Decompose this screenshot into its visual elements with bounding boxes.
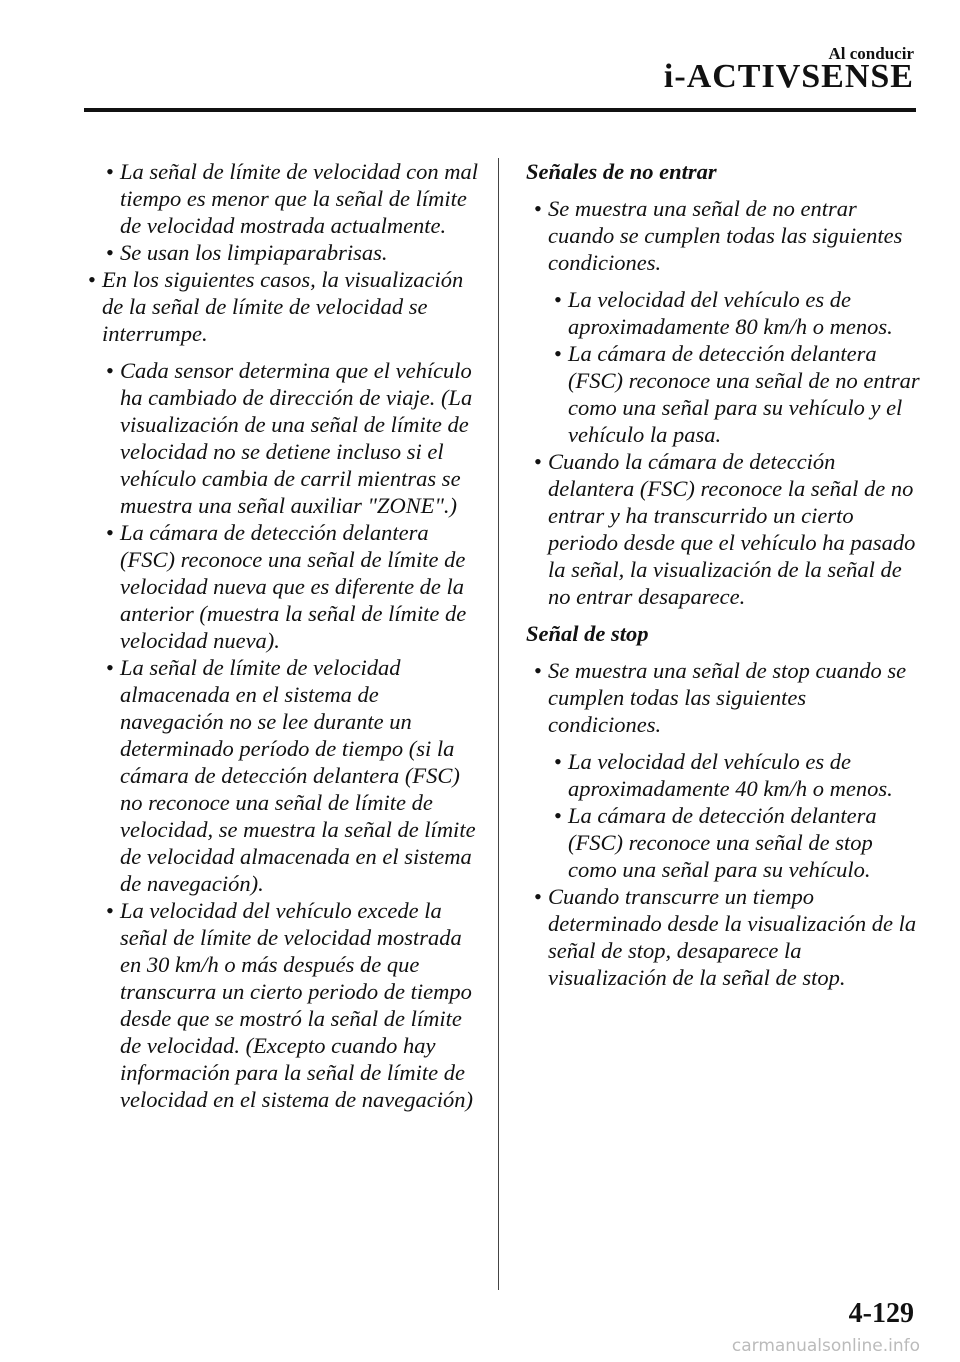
bullet-icon: • [554, 287, 562, 312]
list-item-text: Cada sensor determina que el vehículo ha cambiado de dirección de viaje. (La visualización de una señal de límite de velocidad no se detiene incluso si el vehículo cambia de carril mientras se muestra una señal auxiliar "ZONE".) [120, 358, 473, 518]
header-section-label: Al conducir [828, 44, 914, 63]
left-column [80, 158, 480, 1113]
list-item [554, 802, 920, 883]
bullet-icon: • [106, 898, 114, 923]
bullet-icon: • [554, 803, 562, 828]
list-item [106, 519, 480, 654]
list-item [554, 286, 920, 340]
bullet-icon: • [534, 196, 542, 221]
bullet-icon: • [106, 159, 114, 184]
page-title: i-ACTIVSENSE [663, 58, 914, 95]
bullet-icon: • [106, 520, 114, 545]
list-item-text: La velocidad del vehículo excede la señal de límite de velocidad mostrada en 30 km/h o más después de que transcurra un cierto periodo de tiempo desde que se mostró la señal de límite de velocidad. (Excepto cuando hay información para la señal de límite de velocidad en el sistema de navegación) [120, 898, 474, 1112]
list-item-text: La velocidad del vehículo es de aproximadamente 40 km/h o menos. [568, 749, 893, 801]
list-item-text: Se muestra una señal de no entrar cuando se cumplen todas las siguientes condiciones. [548, 196, 903, 275]
bullet-icon: • [534, 884, 542, 909]
list-item-text: La señal de límite de velocidad almacenada en el sistema de navegación no se lee durante un determinado período de tiempo (si la cámara de detección delantera (FSC) no reconoce una señal de límite de velocidad, se muestra la señal de límite de velocidad almacenada en el sistema de navegación). [120, 655, 476, 896]
bullet-icon: • [554, 341, 562, 366]
list-item-text: La cámara de detección delantera (FSC) reconoce una señal de stop como una señal para su vehículo. [568, 803, 877, 882]
list-item [534, 657, 920, 738]
section-heading-no-entry: Señales de no entrar [526, 159, 717, 184]
list-item [554, 748, 920, 802]
list-item-text: La señal de límite de velocidad con mal tiempo es menor que la señal de límite de velocidad mostrada actualmente. [120, 159, 479, 238]
list-item [106, 654, 480, 897]
list-item-text: Se usan los limpiaparabrisas. [120, 240, 388, 265]
bullet-icon: • [88, 267, 96, 292]
section-heading-stop: Señal de stop [526, 621, 649, 646]
list-item [534, 195, 920, 276]
list-item [554, 340, 920, 448]
right-column [520, 158, 920, 991]
page-number: 4-129 [848, 1298, 914, 1329]
list-item-text: Se muestra una señal de stop cuando se cumplen todas las siguientes condiciones. [548, 658, 907, 737]
list-item [88, 266, 480, 347]
bullet-icon: • [534, 658, 542, 683]
list-item-text: La cámara de detección delantera (FSC) reconoce una señal de no entrar como una señal para su vehículo y el vehículo la pasa. [568, 341, 920, 447]
list-item-text: Cuando transcurre un tiempo determinado desde la visualización de la señal de stop, desaparece la visualización de la señal de stop. [548, 884, 917, 990]
watermark: carmanualsonline.info [731, 1336, 920, 1356]
list-item [106, 239, 480, 266]
bullet-icon: • [106, 240, 114, 265]
list-item [106, 357, 480, 519]
list-item [534, 883, 920, 991]
list-item-text: La cámara de detección delantera (FSC) reconoce una señal de límite de velocidad nueva que es diferente de la anterior (muestra la señal de límite de velocidad nueva). [120, 520, 467, 653]
list-item [534, 448, 920, 610]
bullet-icon: • [106, 358, 114, 383]
bullet-icon: • [106, 655, 114, 680]
list-item-text: Cuando la cámara de detección delantera (FSC) reconoce la señal de no entrar y ha transcurrido un cierto periodo desde que el vehículo ha pasado la señal, la visualización de la señal de no entrar desaparece. [548, 449, 916, 609]
list-item-text: La velocidad del vehículo es de aproximadamente 80 km/h o menos. [568, 287, 893, 339]
header-rule [84, 108, 916, 112]
list-item-text: En los siguientes casos, la visualización de la señal de límite de velocidad se interrumpe. [102, 267, 464, 346]
list-item [106, 897, 480, 1113]
list-item [106, 158, 480, 239]
bullet-icon: • [534, 449, 542, 474]
bullet-icon: • [554, 749, 562, 774]
column-divider [498, 158, 499, 1290]
